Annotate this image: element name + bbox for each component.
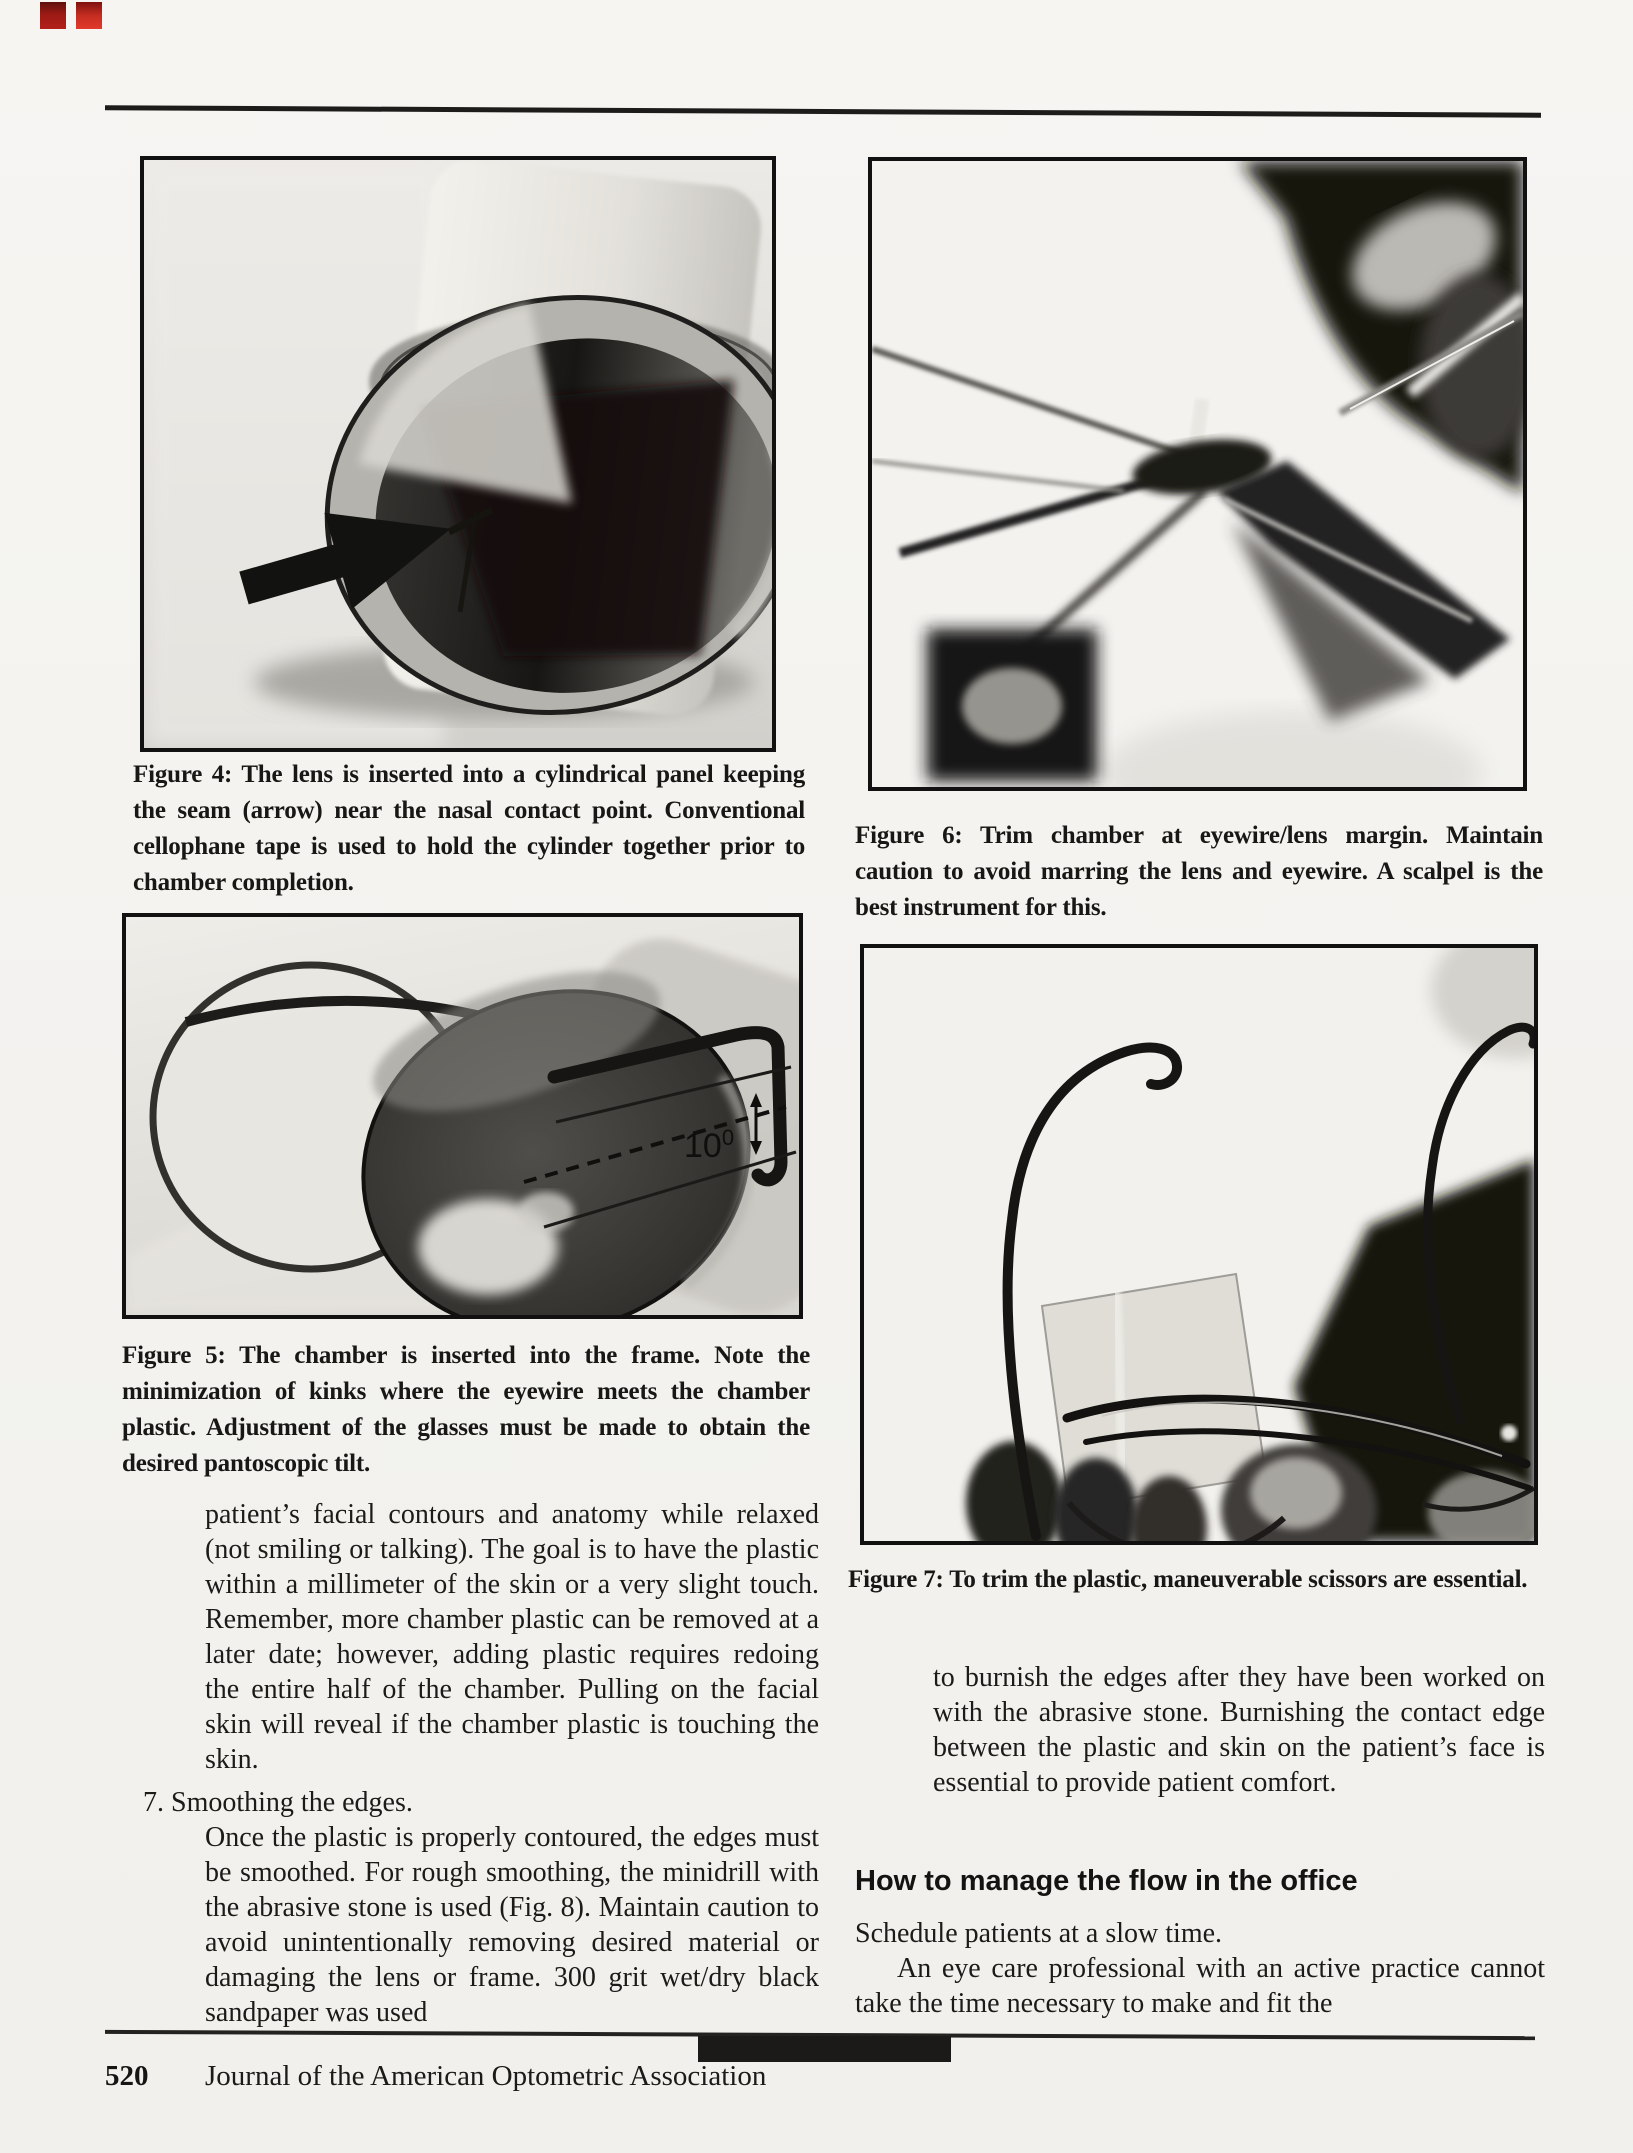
- left-paragraph-1: patient’s facial contours and anatomy while relaxed (not smiling or talking). The goal is to have the plastic within a millimeter of the skin or a very slight touch. Remember, more chamber plastic can be removed at a later date; however, adding plastic requires redoing the entire half of the chamber. Pulling on the facial skin will reveal if the chamber plastic is touching the skin.: [205, 1499, 819, 1775]
- right-column-body: [855, 1660, 1545, 2021]
- red-scan-mark-left: [40, 2, 66, 29]
- figure7-photo-frame: [860, 944, 1538, 1545]
- right-paragraph-3: An eye care professional with an active practice cannot take the time necessary to make and fit the: [855, 1953, 1545, 2019]
- figure4-caption: Figure 4: The lens is inserted into a cylindrical panel keeping the seam (arrow) near the nasal contact point. Conventional cellophane tape is used to hold the cylinder together prior to chamber completion.: [133, 761, 805, 896]
- figure5-photo-frame: [122, 913, 803, 1319]
- red-scan-mark-right: [76, 2, 102, 29]
- top-rule: [105, 105, 1541, 118]
- page-number: 520: [105, 2060, 149, 2092]
- figure4-photo: [144, 160, 772, 748]
- figure5-photo: [126, 917, 799, 1315]
- figure7-caption: Figure 7: To trim the plastic, maneuverable scissors are essential.: [848, 1566, 1528, 1593]
- figure7-photo: [864, 948, 1534, 1541]
- section-heading: How to manage the flow in the office: [855, 1865, 1358, 1897]
- figure5-caption: Figure 5: The chamber is inserted into the frame. Note the minimization of kinks where the eyewire meets the chamber plastic. Adjustment of the glasses must be made to obtain the desired pantoscopic tilt.: [122, 1342, 810, 1477]
- right-paragraph-1: to burnish the edges after they have been worked on with the abrasive stone. Burnishing the contact edge between the plastic and skin on the patient’s face is essential to provide patient comfort.: [933, 1662, 1545, 1798]
- pantoscopic-tilt-annotation: $10^0$: [684, 1125, 735, 1165]
- left-paragraph-2: Once the plastic is properly contoured, the edges must be smoothed. For rough smoothing, the minidrill with the abrasive stone is used (Fig. 8). Maintain caution to avoid unintentionally removing desired material or damaging the lens or frame. 300 grit wet/dry black sandpaper was used: [205, 1822, 819, 2028]
- list-item-7: 7. Smoothing the edges.: [143, 1787, 413, 1818]
- figure6-photo: [872, 161, 1523, 787]
- footer-black-bar: [698, 2036, 951, 2062]
- figure4-photo-frame: [140, 156, 776, 752]
- figure6-caption: Figure 6: Trim chamber at eyewire/lens margin. Maintain caution to avoid marring the lens and eyewire. A scalpel is the best instrument for this.: [855, 822, 1543, 921]
- journal-title: Journal of the American Optometric Association: [205, 2060, 767, 2092]
- right-paragraph-2: Schedule patients at a slow time.: [855, 1918, 1223, 1949]
- left-column-body: [143, 1497, 819, 2030]
- figure6-photo-frame: [868, 157, 1527, 791]
